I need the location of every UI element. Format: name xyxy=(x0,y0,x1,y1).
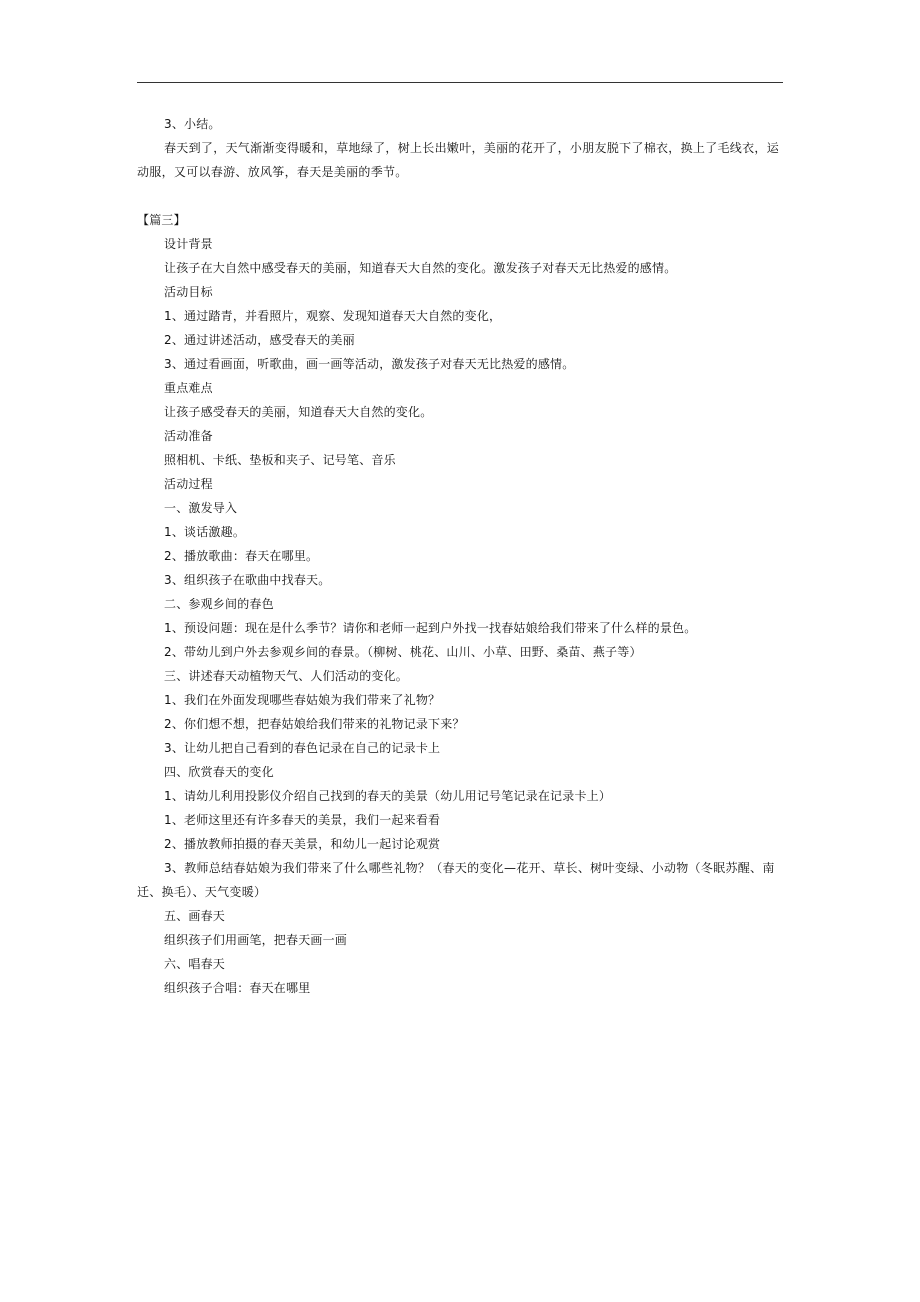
document-line: 1、老师这里还有许多春天的美景，我们一起来看看 xyxy=(164,813,441,827)
document-line: 2、通过讲述活动，感受春天的美丽 xyxy=(164,333,355,347)
document-line: 3、通过看画面，听歌曲，画一画等活动，激发孩子对春天无比热爱的感情。 xyxy=(164,357,575,371)
document-line: 2、播放教师拍摄的春天美景，和幼儿一起讨论观赏 xyxy=(164,837,441,851)
document-line: 1、通过踏青，并看照片，观察、发现知道春天大自然的变化， xyxy=(164,309,502,323)
document-line: 让孩子感受春天的美丽，知道春天大自然的变化。 xyxy=(164,405,433,419)
tail-lines xyxy=(137,904,783,1000)
document-line: 二、参观乡间的春色 xyxy=(164,597,274,611)
document-line: 3、让幼儿把自己看到的春色记录在自己的记录卡上 xyxy=(164,741,441,755)
document-line: 组织孩子合唱：春天在哪里 xyxy=(164,981,311,995)
document-line: 活动准备 xyxy=(164,429,213,443)
document-line: 设计背景 xyxy=(164,237,213,251)
section-title: 【篇三】 xyxy=(137,213,186,227)
summary-paragraph: 春天到了，天气渐渐变得暖和，草地绿了，树上长出嫩叶，美丽的花开了，小朋友脱下了棉衣，换上了毛线衣，运动服，又可以春游、放风筝，春天是美丽的季节。 xyxy=(137,141,780,179)
document-body xyxy=(137,112,783,1000)
document-line: 四、欣赏春天的变化 xyxy=(164,765,274,779)
document-line: 照相机、卡纸、垫板和夹子、记号笔、音乐 xyxy=(164,453,396,467)
document-line: 2、你们想不想，把春姑娘给我们带来的礼物记录下来？ xyxy=(164,717,465,731)
summary-list-item: 3、教师总结春姑娘为我们带来了什么哪些礼物？（春天的变化—花开、草长、树叶变绿、小动物（冬眠苏醒、南迁、换毛）、天气变暖） xyxy=(137,861,775,899)
document-line: 2、带幼儿到户外去参观乡间的春景。（柳树、桃花、山川、小草、田野、桑苗、燕子等） xyxy=(164,645,642,659)
document-line: 让孩子在大自然中感受春天的美丽，知道春天大自然的变化。激发孩子对春天无比热爱的感情。 xyxy=(164,261,677,275)
document-line: 五、画春天 xyxy=(164,909,226,923)
document-line: 1、请幼儿利用投影仪介绍自己找到的春天的美景（幼儿用记号笔记录在记录卡上） xyxy=(164,789,612,803)
document-line: 组织孩子们用画笔，把春天画一画 xyxy=(164,933,348,947)
document-line: 六、唱春天 xyxy=(164,957,226,971)
document-line: 活动过程 xyxy=(164,477,213,491)
section-lines xyxy=(137,232,783,856)
document-line: 1、谈话激趣。 xyxy=(164,525,246,539)
document-line: 3、组织孩子在歌曲中找春天。 xyxy=(164,573,331,587)
document-line: 重点难点 xyxy=(164,381,213,395)
document-line: 1、我们在外面发现哪些春姑娘为我们带来了礼物？ xyxy=(164,693,441,707)
header-rule xyxy=(137,82,783,83)
summary-heading: 3、小结。 xyxy=(164,117,221,131)
document-line: 活动目标 xyxy=(164,285,213,299)
document-line: 1、预设问题：现在是什么季节？请你和老师一起到户外找一找春姑娘给我们带来了什么样的景色。 xyxy=(164,621,697,635)
document-line: 一、激发导入 xyxy=(164,501,238,515)
document-line: 2、播放歌曲：春天在哪里。 xyxy=(164,549,319,563)
document-line: 三、讲述春天动植物天气、人们活动的变化。 xyxy=(164,669,409,683)
